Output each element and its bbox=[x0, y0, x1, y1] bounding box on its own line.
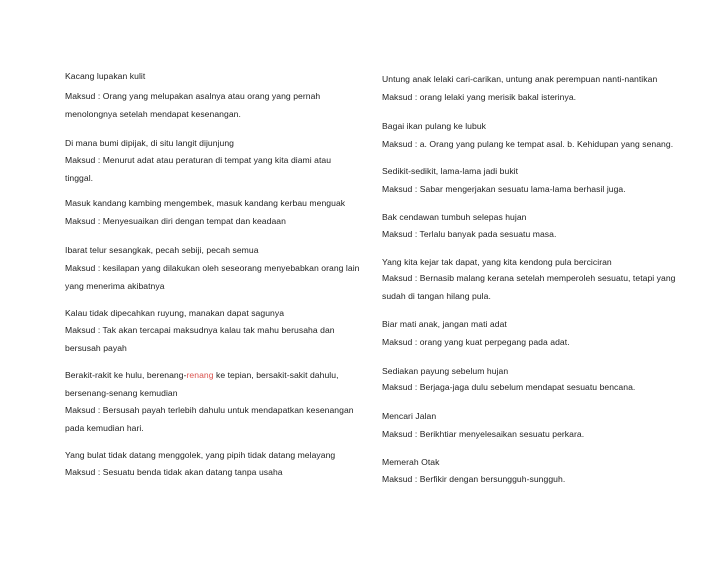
meaning-line: Maksud : Terlalu banyak pada sesuatu masa. bbox=[382, 229, 557, 239]
meaning-line: Maksud : Sesuatu benda tidak akan datang tanpa usaha bbox=[65, 467, 283, 477]
meaning-line: Maksud : Tak akan tercapai maksudnya kalau tak mahu berusaha dan bbox=[65, 325, 335, 335]
meaning-line: sudah di tangan hilang pula. bbox=[382, 291, 491, 301]
proverb-line: Yang bulat tidak datang menggolek, yang pipih tidak datang melayang bbox=[65, 450, 336, 460]
proverb-line: Kacang lupakan kulit bbox=[65, 71, 146, 81]
meaning-line: Maksud : Menyesuaikan diri dengan tempat dan keadaan bbox=[65, 216, 286, 226]
meaning-line: Maksud : orang lelaki yang merisik bakal isterinya. bbox=[382, 92, 577, 102]
highlighted-word: renang bbox=[186, 370, 214, 380]
meaning-line: yang menerima akibatnya bbox=[65, 281, 165, 291]
meaning-line: Maksud : a. Orang yang pulang ke tempat asal. b. Kehidupan yang senang. bbox=[382, 139, 674, 149]
proverb-line: Untung anak lelaki cari-carikan, untung anak perempuan nanti-nantikan bbox=[382, 74, 658, 84]
meaning-line: Maksud : kesilapan yang dilakukan oleh seseorang menyebabkan orang lain bbox=[65, 263, 360, 273]
meaning-line: Maksud : Berfikir dengan bersungguh-sungguh. bbox=[382, 474, 566, 484]
meaning-line: menolongnya setelah mendapat kesenangan. bbox=[65, 109, 241, 119]
proverb-text-part: ke tepian, bersakit-sakit dahulu, bbox=[213, 370, 339, 380]
proverb-line: Sedikit-sedikit, lama-lama jadi bukit bbox=[382, 166, 519, 176]
meaning-line: Maksud : Berjaga-jaga dulu sebelum mendapat sesuatu bencana. bbox=[382, 382, 636, 392]
proverb-line: Bak cendawan tumbuh selepas hujan bbox=[382, 212, 527, 222]
proverb-line: bersenang-senang kemudian bbox=[65, 388, 178, 398]
proverb-text-part: Berakit-rakit ke hulu, berenang- bbox=[65, 370, 187, 380]
proverb-line: Biar mati anak, jangan mati adat bbox=[382, 319, 507, 329]
meaning-line: pada kemudian hari. bbox=[65, 423, 144, 433]
meaning-line: Maksud : Berikhtiar menyelesaikan sesuatu perkara. bbox=[382, 429, 585, 439]
proverb-line: Yang kita kejar tak dapat, yang kita kendong pula berciciran bbox=[382, 257, 612, 267]
proverb-line: Mencari Jalan bbox=[382, 411, 437, 421]
meaning-line: Maksud : orang yang kuat perpegang pada adat. bbox=[382, 337, 570, 347]
proverb-line: Bagai ikan pulang ke lubuk bbox=[382, 121, 487, 131]
proverb-line: Di mana bumi dipijak, di situ langit dijunjung bbox=[65, 138, 235, 148]
meaning-line: Maksud : Menurut adat atau peraturan di tempat yang kita diami atau bbox=[65, 155, 332, 165]
meaning-line: Maksud : Bersusah payah terlebih dahulu untuk mendapatkan kesenangan bbox=[65, 405, 354, 415]
proverb-line bbox=[65, 370, 339, 381]
proverb-line: Masuk kandang kambing mengembek, masuk kandang kerbau menguak bbox=[65, 198, 346, 208]
proverb-line: Memerah Otak bbox=[382, 457, 440, 467]
meaning-line: Maksud : Bernasib malang kerana setelah memperoleh sesuatu, tetapi yang bbox=[382, 273, 676, 283]
proverb-line: Sediakan payung sebelum hujan bbox=[382, 366, 509, 376]
proverb-line: Ibarat telur sesangkak, pecah sebiji, pecah semua bbox=[65, 245, 259, 255]
meaning-line: Maksud : Orang yang melupakan asalnya atau orang yang pernah bbox=[65, 91, 321, 101]
proverb-line: Kalau tidak dipecahkan ruyung, manakan dapat sagunya bbox=[65, 308, 285, 318]
meaning-line: bersusah payah bbox=[65, 343, 127, 353]
meaning-line: Maksud : Sabar mengerjakan sesuatu lama-lama berhasil juga. bbox=[382, 184, 626, 194]
meaning-line: tinggal. bbox=[65, 173, 94, 183]
